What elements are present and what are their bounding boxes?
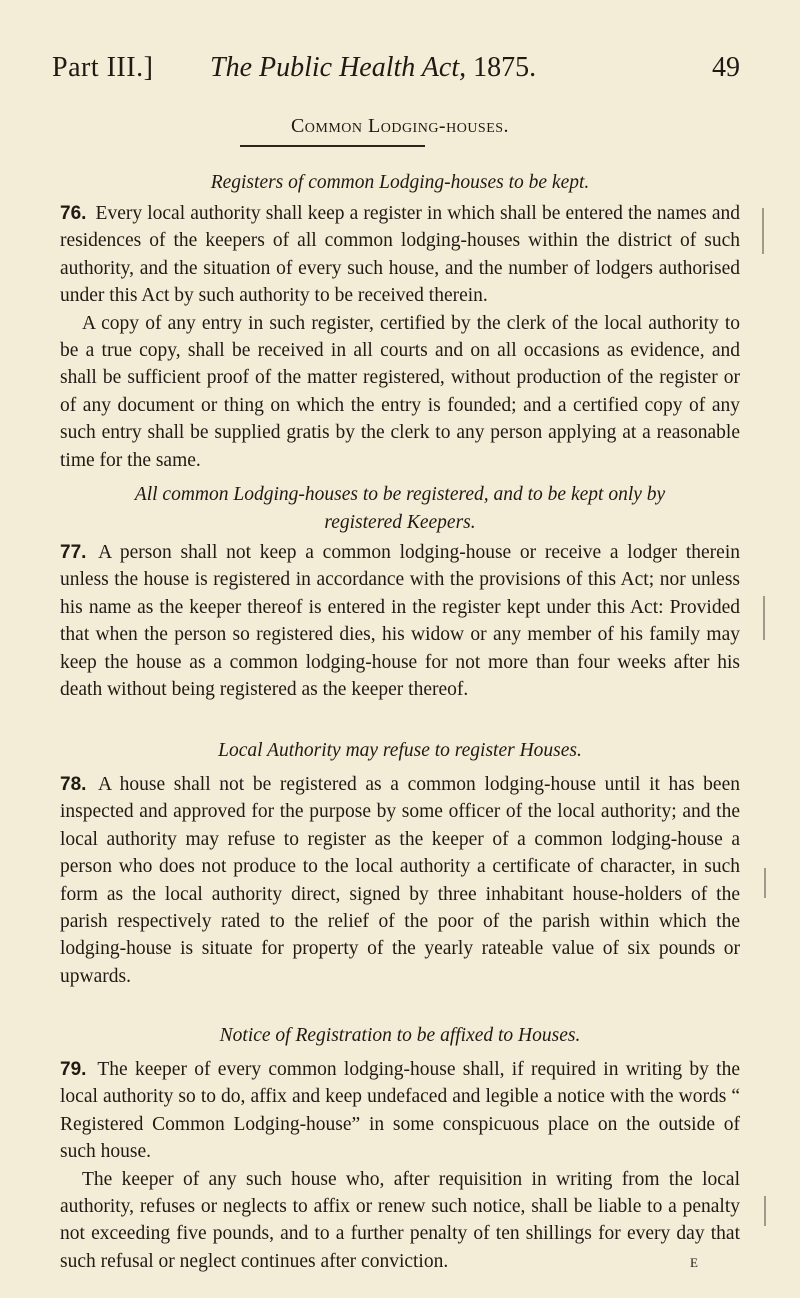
section-76-para-1: Every local authority shall keep a register in which shall be entered the names and residences of the keepers of all common lodging-houses within the district of such authority, and the situation of every such house, and the number of lodgers authorised under this Act by such authority to be received therein. xyxy=(60,203,741,307)
heading-77-line-2: registered Keepers. xyxy=(324,512,476,533)
section-79-para-1: The keeper of every common lodging-house shall, if required in writing by the local authority so to do, affix and keep undefaced and legible a notice with the words “ Registered Common Lodging-house” in some conspicuous place on the outside of such house. xyxy=(60,1059,740,1163)
running-head xyxy=(52,48,740,88)
heading-77 xyxy=(60,481,740,537)
section-number-76: 76. xyxy=(60,203,87,224)
section-76 xyxy=(60,200,740,474)
part-label: Part III.] xyxy=(52,52,154,83)
section-number-78: 78. xyxy=(60,774,87,795)
heading-76: Registers of common Lodging-houses to be kept. xyxy=(210,172,590,193)
section-78-para-1: A house shall not be registered as a common lodging-house until it has been inspected and approved for the purpose by some officer of the local authority; and the local authority may refuse to register as the keeper of a common lodging-house a person who does not produce to the local authority a certificate of character, in such form as the local authority direct, signed by three inhabitant house-holders of the parish respectively rated to the relief of the poor of the parish within which the lodging-house is situate for property of the yearly rateable value of six pounds or upwards. xyxy=(60,774,740,987)
heading-79: Notice of Registration to be affixed to Houses. xyxy=(219,1025,581,1046)
heading-78: Local Authority may refuse to register Houses. xyxy=(218,740,582,761)
signature-mark: E xyxy=(690,1255,698,1270)
page-number: 49 xyxy=(712,52,740,83)
margin-mark xyxy=(764,1196,766,1226)
margin-mark xyxy=(763,596,765,640)
act-title-text: The Public Health Act, xyxy=(210,52,467,83)
section-79-para-2: The keeper of any such house who, after requisition in writing from the local authority, refuses or neglects to affix or renew such notice, shall be liable to a penalty not exceeding five pounds, and to a further penalty of ten shillings for every day that such refusal or neglect continues after conviction. xyxy=(60,1168,740,1272)
margin-mark xyxy=(764,868,766,898)
section-number-79: 79. xyxy=(60,1059,87,1080)
section-number-77: 77. xyxy=(60,542,87,563)
section-title: Common Lodging-houses. xyxy=(290,115,510,137)
section-78 xyxy=(60,771,740,990)
section-77 xyxy=(60,539,740,703)
heading-77-line-1: All common Lodging-houses to be registered, and to be kept only by xyxy=(134,484,666,505)
section-77-para-1: A person shall not keep a common lodging-house or receive a lodger therein unless the house is registered in accordance with the provisions of this Act; nor unless his name as the keeper thereof is entered in the register kept under this Act: Provided that when the person so registered dies, his widow or any member of his family may keep the house as a common lodging-house for not more than four weeks after his death without being registered as the keeper thereof. xyxy=(60,542,740,701)
margin-mark xyxy=(762,208,764,254)
section-79 xyxy=(60,1056,740,1275)
title-underline xyxy=(240,145,425,147)
section-76-para-2: A copy of any entry in such register, certified by the clerk of the local authority to be a true copy, shall be received in all courts and on all occasions as evidence, and shall be sufficient proof of the matter registered, without production of the register or of any document or thing on which the entry is founded; and a certified copy of any such entry shall be supplied gratis by the clerk to any person applying at a reasonable time for the same. xyxy=(60,312,740,471)
act-title xyxy=(210,48,536,88)
act-year: 1875. xyxy=(473,52,537,83)
